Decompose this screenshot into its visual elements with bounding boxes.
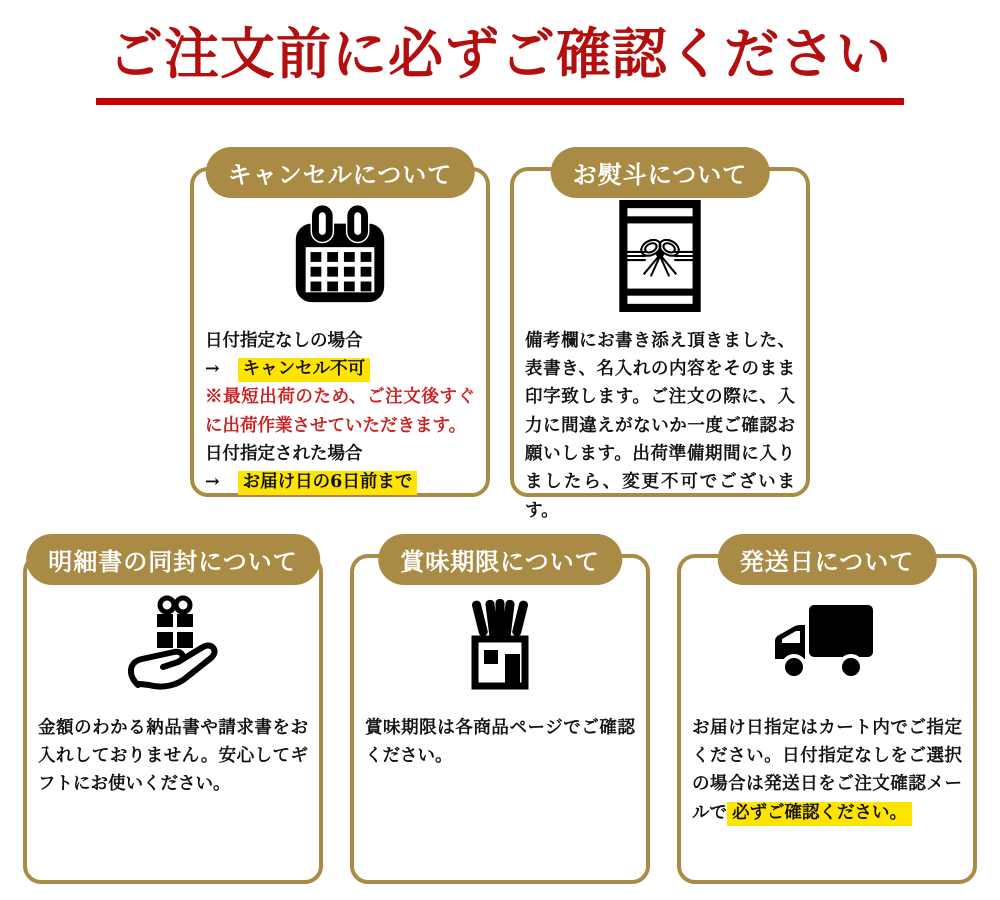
storefront-icon	[448, 593, 552, 693]
card-expiry-label: 賞味期限について	[378, 534, 622, 585]
cancel-impossible-highlight: キャンセル不可	[238, 358, 371, 382]
card-expiry-icon-area	[354, 572, 646, 714]
card-shipping	[677, 546, 977, 884]
card-expiry	[350, 546, 650, 884]
cancel-dated-line: 日付指定された場合	[205, 443, 363, 464]
card-shipping-icon-area	[681, 572, 973, 714]
card-cancellation-label: キャンセルについて	[206, 147, 475, 198]
card-statement-icon-area	[27, 572, 319, 714]
card-cancellation	[190, 159, 490, 497]
shipping-text	[692, 714, 962, 827]
card-statement-body	[27, 714, 319, 799]
card-cancellation-body	[194, 327, 486, 497]
card-shipping-body	[681, 714, 973, 827]
card-shipping-label: 発送日について	[718, 534, 937, 585]
card-row-top	[0, 159, 1000, 521]
card-statement-label: 明細書の同封について	[26, 534, 320, 585]
cancel-dated-result	[205, 468, 475, 496]
arrow-glyph: →	[205, 358, 220, 379]
statement-text: 金額のわかる納品書や請求書をお入れしておりません。安心してギフトにお使いください。	[38, 717, 308, 795]
expiry-text: 賞味期限は各商品ページでご確認ください。	[365, 717, 635, 766]
card-noshi-label: お熨斗について	[551, 147, 770, 198]
card-noshi	[510, 159, 810, 521]
card-cancellation-icon-area	[194, 185, 486, 327]
card-expiry-body	[354, 714, 646, 771]
gift-in-hand-icon	[118, 588, 228, 698]
page-title: ご注文前に必ずご確認ください	[96, 24, 904, 105]
card-statement	[23, 546, 323, 884]
calendar-icon	[286, 202, 394, 310]
card-row-bottom	[0, 546, 1000, 884]
noshi-text: 備考欄にお書き添え頂きました、表書き、名入れの内容をそのまま印字致します。ご注文の際に、入力に間違えがないか一度ご確認お願いします。出荷準備期間に入りましたら、変更不可でございます。	[525, 330, 795, 521]
shipping-confirm-highlight: 必ずご確認ください。	[727, 802, 912, 826]
page-header	[0, 0, 1000, 105]
card-noshi-icon-area	[514, 185, 806, 327]
noshi-gift-icon	[609, 199, 711, 313]
cancel-deadline-highlight: お届け日の6日前まで	[238, 471, 418, 495]
shipping-text-plain: お届け日指定はカート内でご指定ください。日付指定なしをご選択の場合は発送日をご注文確認メールで	[692, 717, 962, 823]
cancel-warning-note: ※最短出荷のため、ご注文後すぐに出荷作業させていただきます。	[205, 387, 475, 436]
cancel-no-date-line: 日付指定なしの場合	[205, 330, 363, 351]
delivery-truck-icon	[767, 597, 887, 689]
cancel-no-date-result	[205, 355, 475, 383]
card-noshi-body	[514, 327, 806, 525]
arrow-glyph: →	[205, 472, 220, 493]
